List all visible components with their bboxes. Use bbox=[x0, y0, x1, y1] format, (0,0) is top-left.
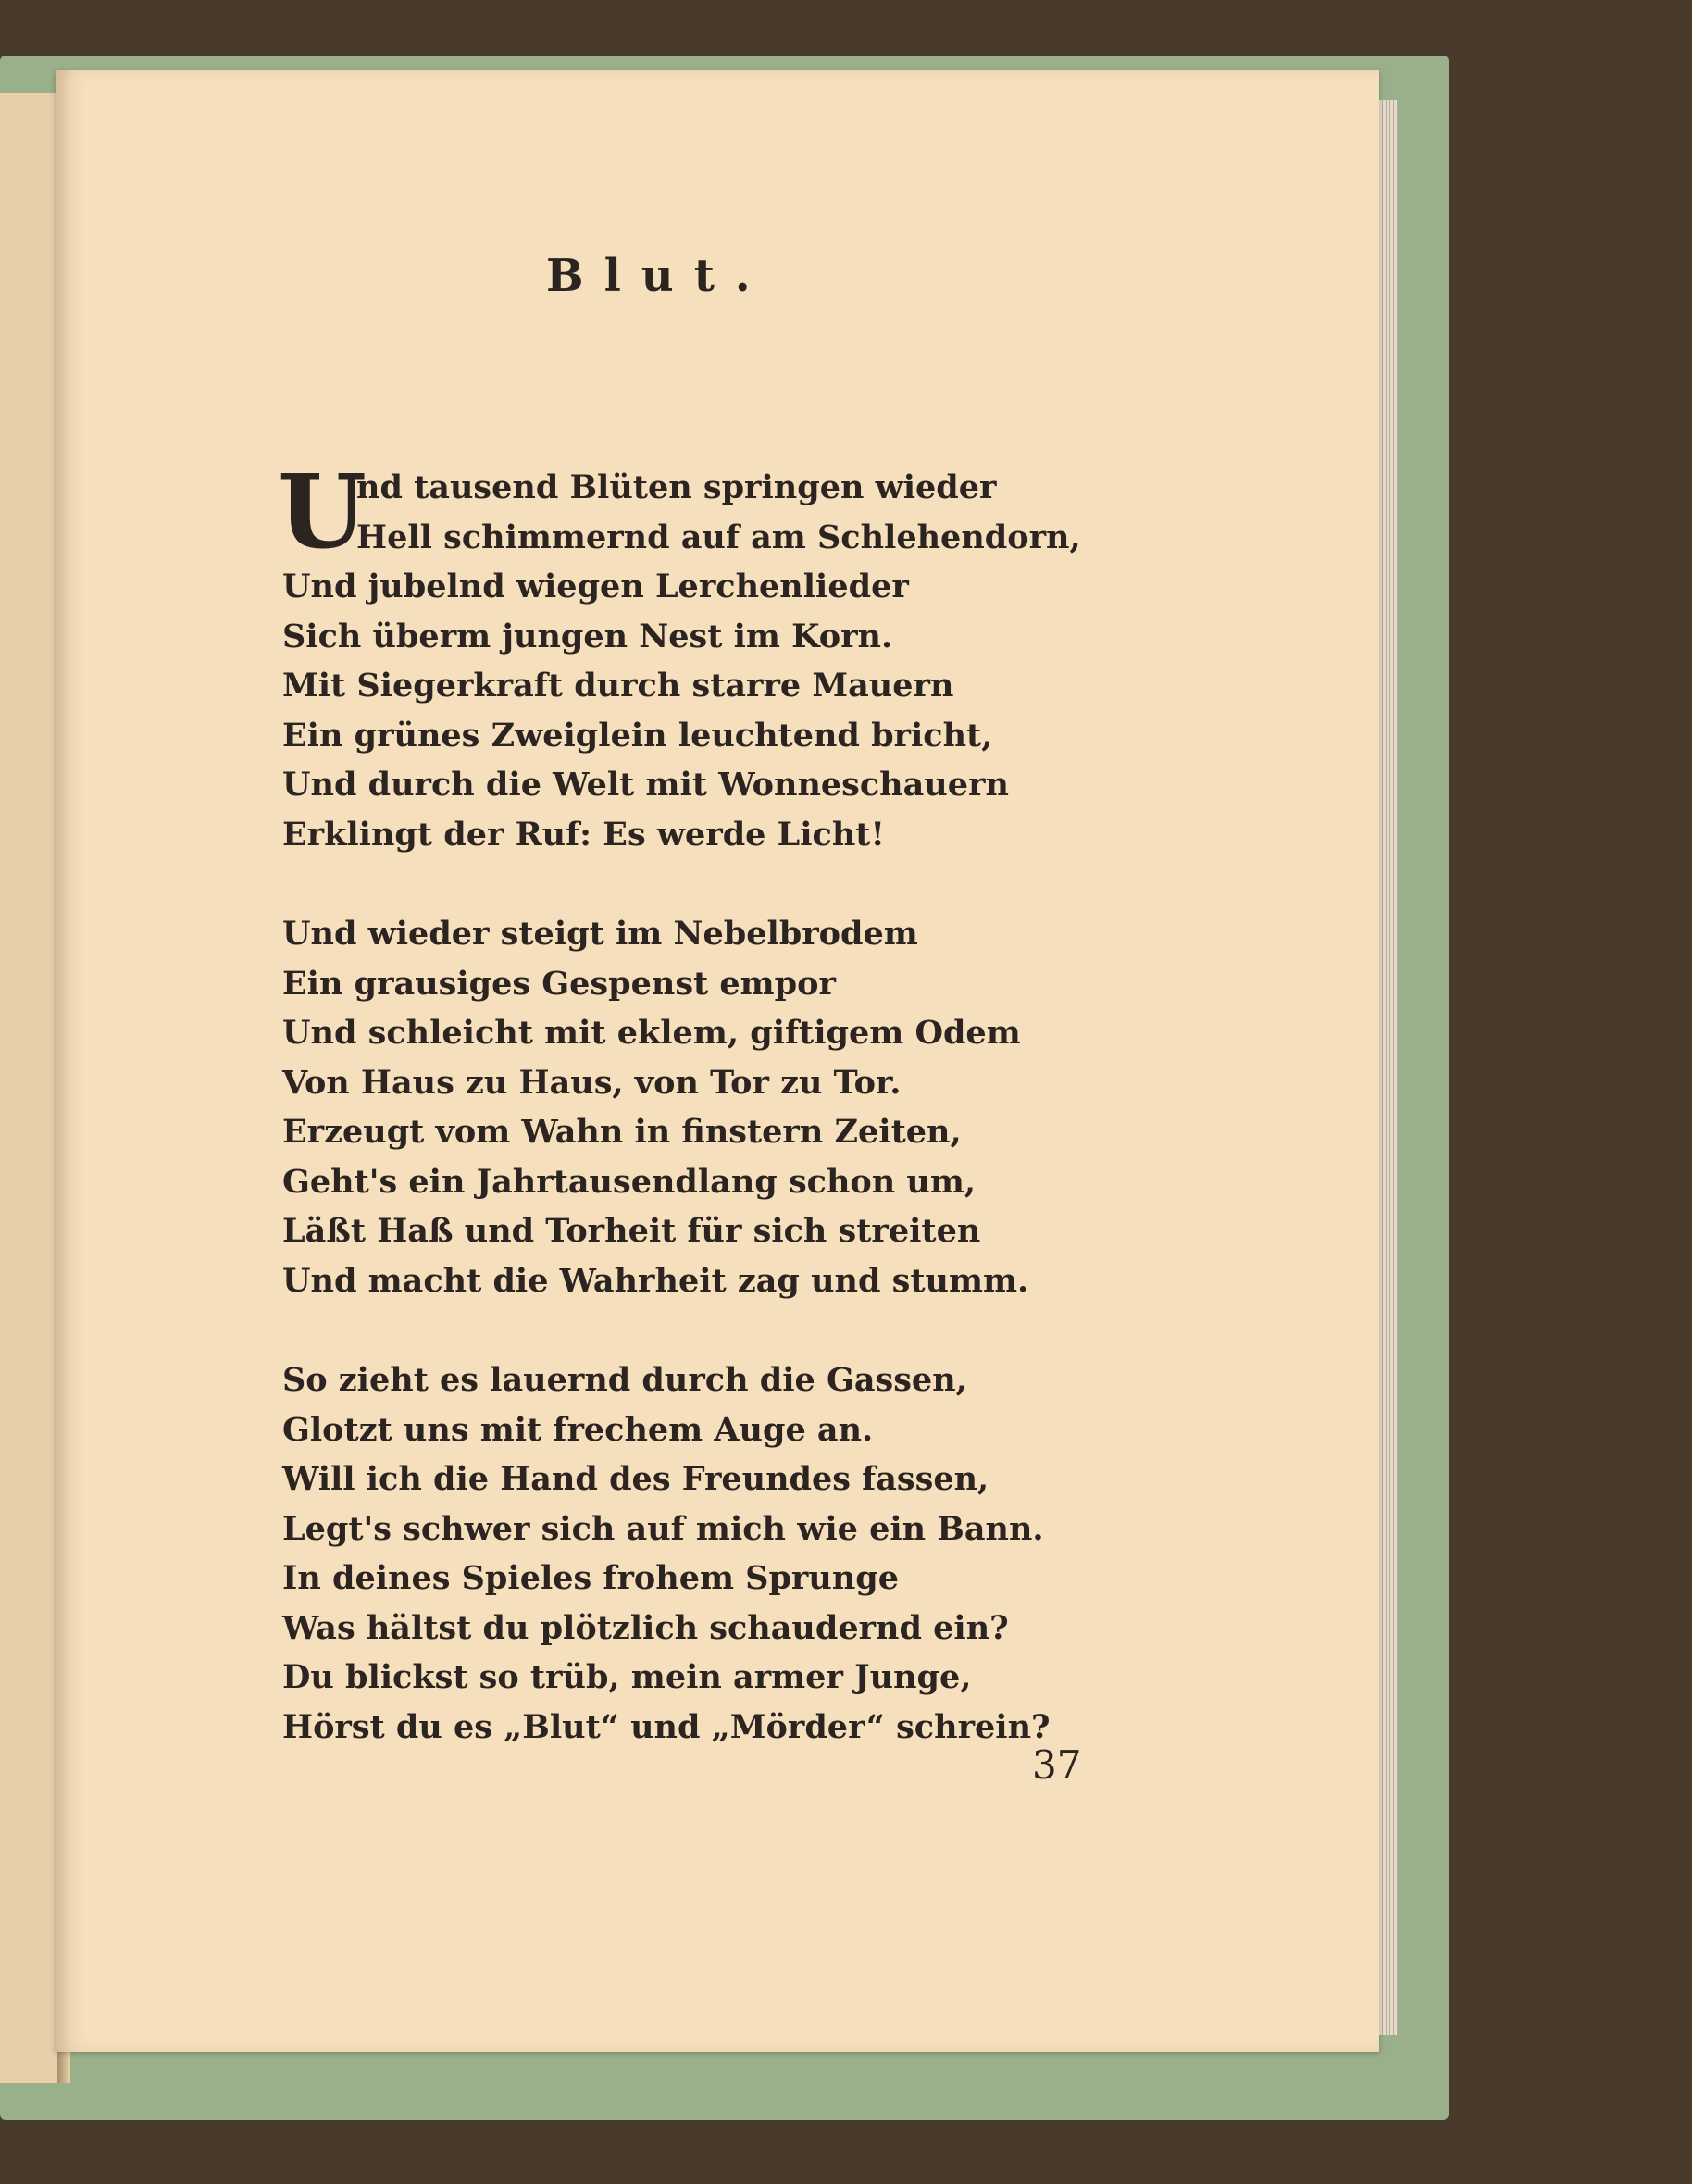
drop-cap: U bbox=[278, 452, 367, 571]
poem-title: Blut. bbox=[546, 250, 771, 302]
poem-line: Ein grausiges Gespenst empor bbox=[282, 964, 836, 1003]
stanza-3 bbox=[282, 1355, 1097, 1752]
poem-line: Mit Siegerkraft durch starre Mauern bbox=[282, 667, 954, 705]
poem-body bbox=[278, 452, 1097, 1752]
poem-line: Läßt Haß und Torheit für sich streiten bbox=[282, 1212, 981, 1250]
poem-line: Erklingt der Ruf: Es werde Licht! bbox=[282, 815, 885, 854]
poem-line: Legt's schwer sich auf mich wie ein Bann. bbox=[282, 1509, 1044, 1548]
poem-line: So zieht es lauernd durch die Gassen, bbox=[282, 1361, 967, 1399]
poem-line: Du blickst so trüb, mein armer Junge, bbox=[282, 1658, 972, 1696]
poem-line: Ein grünes Zweiglein leuchtend bricht, bbox=[282, 716, 993, 755]
stanza-1 bbox=[278, 452, 1097, 859]
poem-line: Was hältst du plötzlich schaudernd ein? bbox=[282, 1608, 1009, 1647]
poem-line: Geht's ein Jahrtausendlang schon um, bbox=[282, 1162, 977, 1201]
poem-line: Sich überm jungen Nest im Korn. bbox=[282, 617, 893, 655]
poem-line: Und wieder steigt im Nebelbrodem bbox=[282, 915, 918, 953]
poem-line: In deines Spieles frohem Sprunge bbox=[282, 1559, 900, 1597]
poem-line: Und durch die Welt mit Wonneschauern bbox=[282, 766, 1009, 804]
poem-line: Und jubelnd wiegen Lerchenlieder bbox=[282, 568, 909, 605]
poem-line: Hörst du es „Blut“ und „Mörder“ schrein? bbox=[282, 1707, 1051, 1746]
stanza-2 bbox=[282, 909, 1097, 1305]
poem-line: Von Haus zu Haus, von Tor zu Tor. bbox=[282, 1063, 902, 1102]
poem-line: Erzeugt vom Wahn in finstern Zeiten, bbox=[282, 1113, 962, 1151]
poem-line: Und macht die Wahrheit zag und stumm. bbox=[282, 1261, 1029, 1300]
poem-line: Glotzt uns mit frechem Auge an. bbox=[282, 1410, 874, 1449]
poem-line: Will ich die Hand des Freundes fassen, bbox=[282, 1460, 989, 1498]
page-number: 37 bbox=[1032, 1742, 1082, 1788]
left-page-edge bbox=[0, 93, 59, 2083]
poem-line: nd tausend Blüten springen wieder bbox=[356, 468, 997, 506]
poem-line: Und schleicht mit eklem, giftigem Odem bbox=[282, 1014, 1021, 1052]
poem-line: Hell schimmernd auf am Schlehendorn, bbox=[356, 518, 1081, 556]
